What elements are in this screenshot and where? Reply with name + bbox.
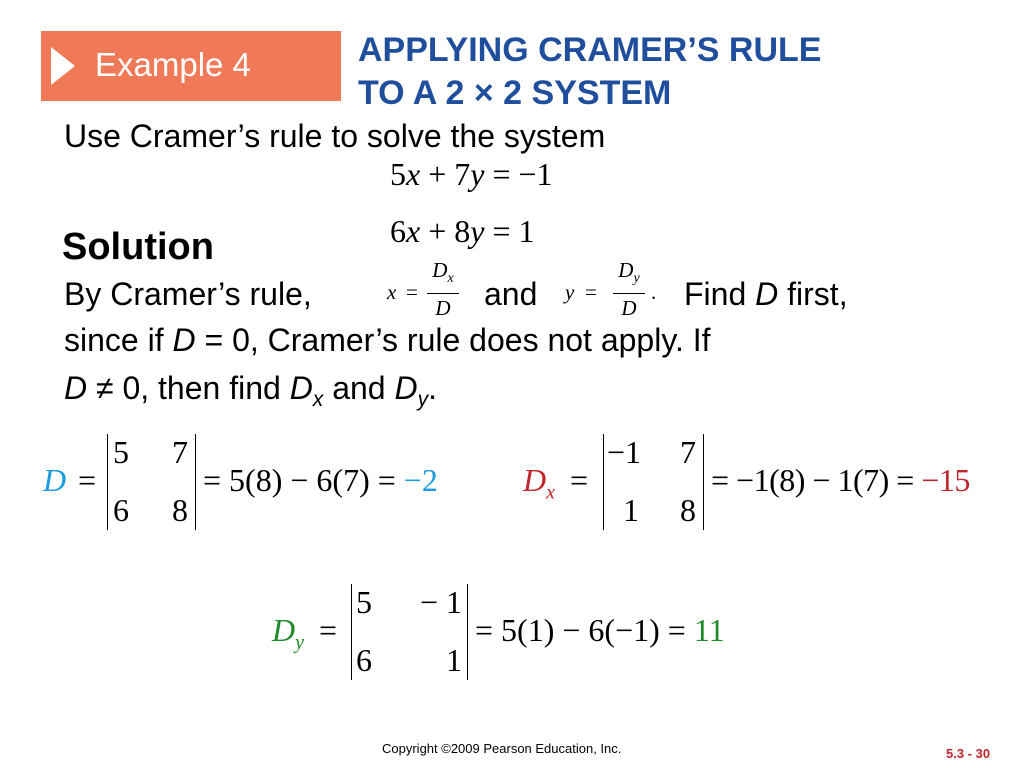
det-Dx-D: D — [523, 462, 547, 498]
det-D-equals: = — [78, 462, 97, 498]
eq1-equals: = — [484, 156, 519, 192]
frac1-num-sub: x — [447, 271, 454, 287]
determinant-D — [40, 430, 500, 530]
det-Dy-left-bar — [351, 584, 352, 680]
det-D-left-bar — [107, 434, 108, 530]
first-word: first, — [778, 276, 848, 312]
eq2-coef-y: 8 — [454, 213, 471, 249]
eq2-rhs: 1 — [518, 213, 535, 249]
determinant-Dx — [523, 430, 1023, 530]
play-arrow-icon — [51, 47, 75, 85]
det-Dx-left-bar — [603, 434, 604, 530]
p3-Dx: D — [289, 370, 313, 406]
det-Dy-expr-text: = 5(1) − 6(−1) = — [475, 612, 694, 648]
det-Dx-expr-text: = −1(8) − 1(7) = — [711, 462, 922, 498]
frac1-bar — [427, 293, 459, 294]
copyright-footer: Copyright ©2009 Pearson Education, Inc. — [382, 741, 622, 756]
frac2-num-sub: y — [633, 271, 640, 287]
det-Dx-equals: = — [570, 462, 589, 498]
slide-title — [358, 29, 821, 115]
fraction-y — [565, 258, 665, 328]
solution-heading: Solution — [62, 226, 214, 268]
det-D-m11: 5 — [113, 434, 129, 470]
eq1-rhs: −1 — [518, 156, 553, 192]
frac1-numerator — [427, 258, 459, 287]
eq2-var-x: x — [406, 213, 421, 249]
det-Dy-label — [272, 612, 304, 654]
eq2-equals: = — [484, 213, 519, 249]
det-Dy-right-bar — [467, 584, 468, 680]
find-D: D — [755, 276, 779, 312]
frac2-dot: . — [651, 280, 657, 304]
frac1-num-D: D — [432, 258, 448, 282]
p2-D: D — [172, 322, 196, 358]
det-Dx-m11: −1 — [607, 434, 642, 470]
fraction-x — [387, 258, 477, 328]
det-Dx-m12: 7 — [680, 434, 696, 470]
and-word: and — [484, 276, 538, 312]
p3-D: D — [64, 370, 88, 406]
det-D-m12: 7 — [172, 434, 188, 470]
eq1-var-x: x — [406, 156, 421, 192]
find-word: Find — [684, 276, 756, 312]
eq2-var-y: y — [470, 213, 485, 249]
slide-title-line1: APPLYING CRAMER’S RULE — [358, 31, 822, 69]
eq2-coef-x: 6 — [390, 213, 406, 249]
eq1-coef-y: 7 — [454, 156, 471, 192]
slide-number: 5.3 - 30 — [946, 746, 991, 761]
det-Dy-m12: − 1 — [420, 584, 463, 620]
det-Dy-result: 11 — [693, 612, 725, 648]
det-Dx-m22: 8 — [680, 492, 696, 528]
det-D-label: D — [43, 462, 67, 498]
p2-rest: = 0, Cramer’s rule does not apply. If — [195, 322, 711, 358]
det-Dy-expression — [475, 612, 725, 649]
determinant-Dy — [272, 580, 772, 680]
equation-2 — [390, 213, 535, 250]
frac1-denominator: D — [435, 296, 451, 320]
det-Dy-m21: 6 — [356, 642, 372, 678]
eq1-var-y: y — [470, 156, 485, 192]
det-Dx-sub: x — [546, 481, 555, 504]
eq2-plus: + — [420, 213, 455, 249]
det-D-right-bar — [195, 434, 196, 530]
p3-Dy-sub: y — [417, 388, 429, 411]
frac1-equals: = — [406, 280, 418, 304]
det-D-m21: 6 — [113, 492, 129, 528]
det-Dy-D: D — [272, 612, 296, 648]
paragraph-line-2 — [64, 322, 711, 359]
det-D-expr-text: = 5(8) − 6(7) = — [203, 462, 404, 498]
eq1-plus: + — [420, 156, 455, 192]
example-label: Example 4 — [95, 46, 251, 83]
det-Dx-m21: 1 — [623, 492, 639, 528]
frac2-lhs: y — [565, 280, 575, 304]
frac2-numerator — [613, 258, 645, 287]
paragraph-line-3 — [64, 370, 437, 412]
paragraph-line-1 — [64, 276, 312, 313]
det-D-result: −2 — [403, 462, 438, 498]
det-D-m22: 8 — [172, 492, 188, 528]
frac2-num-D: D — [618, 258, 634, 282]
p3-Dx-sub: x — [312, 388, 324, 411]
det-Dx-result: −15 — [921, 462, 970, 498]
p3-Dy: D — [394, 370, 418, 406]
equation-1 — [390, 156, 553, 193]
p2-since: since if — [64, 322, 173, 358]
frac1-lhs: x — [387, 280, 397, 304]
p3-and: and — [323, 370, 395, 406]
p3-period: . — [428, 370, 437, 406]
det-Dx-right-bar — [703, 434, 704, 530]
frac2-denominator: D — [621, 296, 637, 320]
p3-then-find: ≠ 0, then find — [87, 370, 290, 406]
det-Dy-m22: 1 — [446, 642, 462, 678]
frac2-bar — [613, 293, 645, 294]
det-D-expression — [203, 462, 438, 499]
frac2-equals: = — [585, 280, 597, 304]
intro-text: Use Cramer’s rule to solve the system — [64, 118, 606, 154]
det-Dx-expression — [711, 462, 970, 499]
det-Dx-label — [523, 462, 555, 504]
det-Dy-sub: y — [295, 631, 304, 654]
find-D-first — [684, 276, 848, 313]
example-badge — [41, 31, 341, 101]
det-Dy-m11: 5 — [356, 584, 372, 620]
p1-start: By Cramer’s rule, — [64, 276, 312, 312]
eq1-coef-x: 5 — [390, 156, 406, 192]
det-Dy-equals: = — [319, 612, 338, 648]
slide-title-line2: TO A 2 × 2 SYSTEM — [358, 74, 672, 112]
